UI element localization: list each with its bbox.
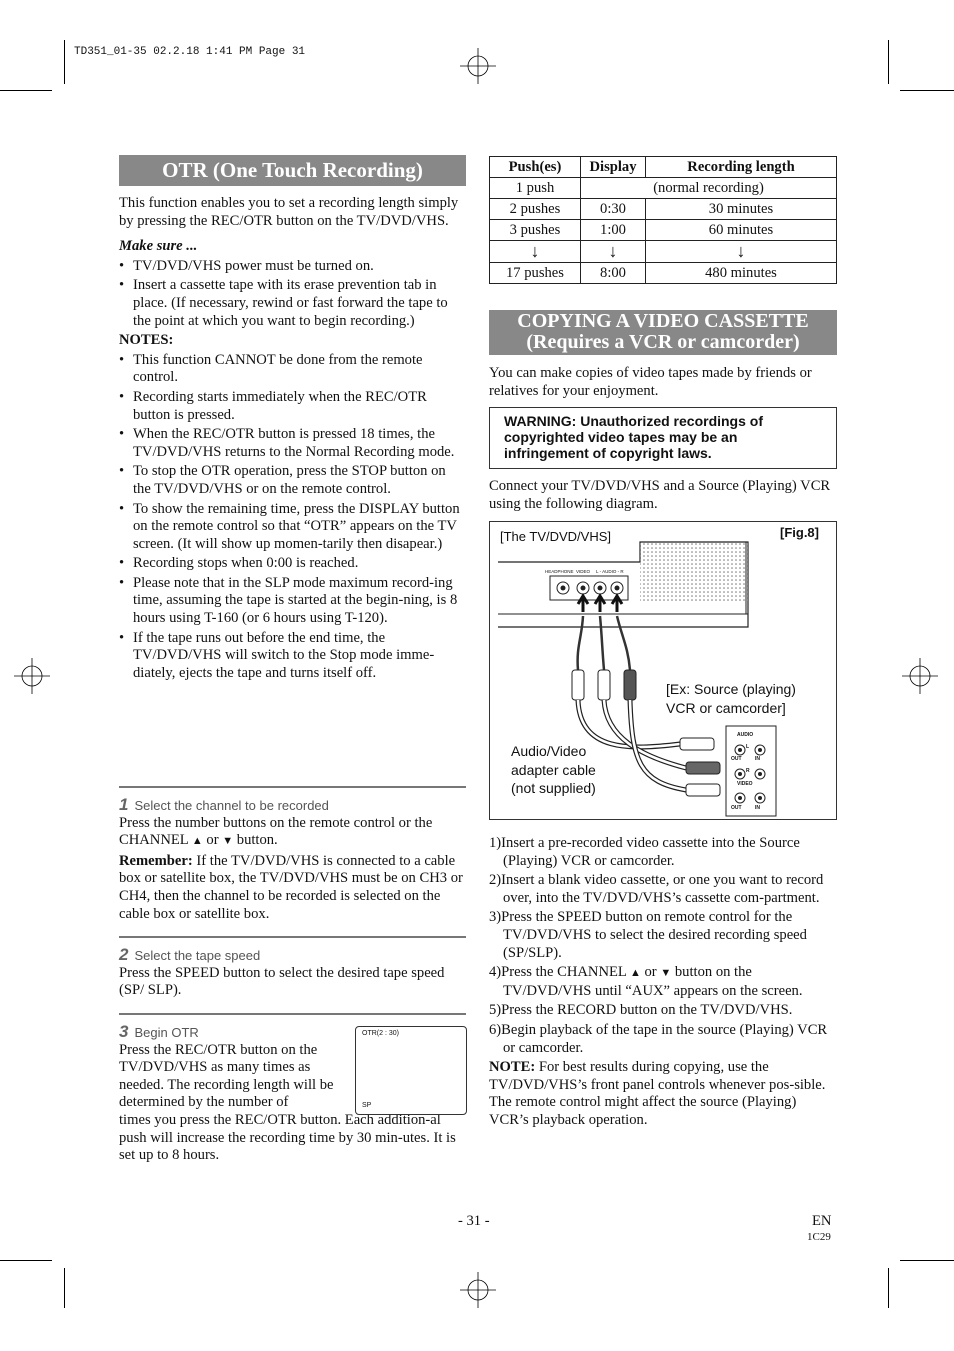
jack-label-in: IN	[755, 805, 760, 811]
registration-mark-right	[902, 658, 938, 694]
triangle-down-icon: ▼	[660, 967, 672, 980]
table-cell: 1 push	[490, 178, 581, 199]
table-row	[490, 178, 837, 199]
list-item: 1)Insert a pre-recorded video cassette into the Source (Playing) VCR or camcorder.	[489, 835, 800, 869]
note-item: • Recording stops when 0:00 is reached.	[119, 555, 466, 573]
list-item: 4)Press the CHANNEL ▲ or ▼ button on the TV/DVD/VHS until “AUX” appears on the screen.	[489, 964, 803, 999]
list-item: 6)Begin playback of the tape in the source (Playing) VCR or camcorder.	[489, 1021, 828, 1056]
step-2-text: Press the SPEED button to select the desired tape speed (SP/ SLP).	[119, 964, 445, 999]
table-cell: 17 pushes	[490, 263, 581, 284]
triangle-up-icon: ▲	[629, 967, 641, 980]
step-1-text: Press the number buttons on the remote control or the CHANNEL ▲ or ▼ button.	[119, 814, 433, 849]
language-code: EN	[812, 1213, 832, 1229]
connect-text: Connect your TV/DVD/VHS and a Source (Playing) VCR using the following diagram.	[489, 478, 831, 512]
table-cell: 0:30	[581, 199, 646, 220]
make-sure-item: • Insert a cassette tape with its erase prevention tab in place. (If necessary, rewind or fast forward the tape to the point at which you want to begin recording.)	[119, 277, 466, 330]
cable-label: Audio/Video adapter cable (not supplied)	[511, 743, 596, 796]
osd-top: OTR(2 : 30)	[362, 1030, 399, 1037]
note-item: • When the REC/OTR button is pressed 18 times, the TV/DVD/VHS returns to the Normal Recording mode.	[119, 426, 466, 461]
copy-title	[489, 310, 837, 355]
table-cell: 60 minutes	[646, 220, 837, 241]
arrow-down-icon: ↓	[490, 241, 581, 263]
print-slug: TD351_01-35 02.2.18 1:41 PM Page 31	[74, 46, 306, 58]
table-cell: 30 minutes	[646, 199, 837, 220]
fig-label: [Fig.8]	[780, 525, 819, 540]
table-cell: 480 minutes	[646, 263, 837, 284]
table-cell: 3 pushes	[490, 220, 581, 241]
panel-label-audio: L - AUDIO - R	[596, 569, 624, 574]
step-3-text-wide: times you press the REC/OTR button. Each addition-al push will increase the recording time by 30 min-utes. It is set up to 8 hours.	[119, 1111, 456, 1164]
table-cell: (normal recording)	[581, 178, 837, 199]
registration-mark-top	[460, 48, 496, 84]
step-2-heading: 2 Select the tape speed	[119, 936, 466, 965]
step-1-heading: 1 Select the channel to be recorded	[119, 786, 466, 815]
copy-title-line2: (Requires a VCR or camcorder)	[526, 331, 800, 353]
make-sure-item: • TV/DVD/VHS power must be turned on.	[119, 258, 466, 276]
note-item: • Recording starts immediately when the REC/OTR button is pressed.	[119, 389, 466, 424]
table-header-cell: Display	[581, 157, 646, 178]
make-sure-label: Make sure ...	[119, 238, 198, 255]
table-row	[490, 199, 837, 220]
otr-intro: This function enables you to set a recording length simply by pressing the REC/OTR button on the TV/DVD/VHS.	[119, 195, 459, 229]
otr-section	[119, 195, 466, 682]
table-row	[490, 263, 837, 284]
page-number: - 31 -	[458, 1213, 490, 1229]
connection-diagram	[489, 521, 837, 820]
step-2	[119, 936, 466, 1000]
source-label: [Ex: Source (playing) VCR or camcorder]	[666, 681, 796, 716]
panel-label-video: VIDEO	[576, 569, 591, 574]
jack-label-l: L	[746, 744, 750, 750]
step-1	[119, 786, 466, 923]
table-cell: 2 pushes	[490, 199, 581, 220]
otr-table	[489, 156, 837, 284]
jack-label-out: OUT	[731, 805, 742, 811]
note-item: • If the tape runs out before the end time, the TV/DVD/VHS will switch to the Stop mode imme-diately, ejects the tape and turns itself off.	[119, 630, 466, 683]
list-item: 5)Press the RECORD button on the TV/DVD/VHS.	[489, 1002, 793, 1019]
registration-mark-left	[14, 658, 50, 694]
copy-title-line1: COPYING A VIDEO CASSETTE	[517, 310, 809, 332]
triangle-up-icon: ▲	[191, 835, 203, 848]
copy-steps	[489, 833, 839, 1130]
table-cell: 1:00	[581, 220, 646, 241]
table-row	[490, 241, 837, 263]
document-code: 1C29	[807, 1231, 831, 1243]
note-item: • To stop the OTR operation, press the STOP button on the TV/DVD/VHS or on the remote control.	[119, 463, 466, 498]
copy-intro: You can make copies of video tapes made by friends or relatives for your enjoyment.	[489, 365, 812, 399]
step-3-text-narrow: Press the REC/OTR button on the TV/DVD/VHS as many times as needed. The recording length will be determined by the number of	[119, 1041, 334, 1111]
note-item: • Please note that in the SLP mode maximum record-ing time, assuming the tape is started at the begin-ning, is 8 hours using T-160 (or 6 hours using T-120).	[119, 575, 466, 628]
arrow-down-icon: ↓	[581, 241, 646, 263]
jack-label-out: OUT	[731, 756, 742, 762]
otr-title: OTR (One Touch Recording)	[119, 155, 466, 186]
tv-screen-osd	[355, 1026, 467, 1115]
step-3-heading: 3 Begin OTR	[119, 1013, 466, 1042]
table-header	[490, 157, 837, 178]
notes-label: NOTES:	[119, 332, 174, 349]
note-item: • This function CANNOT be done from the remote control.	[119, 352, 466, 387]
table-header-cell: Recording length	[646, 157, 837, 178]
tv-label: [The TV/DVD/VHS]	[500, 529, 612, 544]
registration-mark-bottom	[460, 1272, 496, 1308]
osd-bottom: SP	[362, 1102, 372, 1109]
jack-label-audio: AUDIO	[737, 732, 754, 738]
jack-label-r: R	[746, 768, 750, 774]
table-header-cell: Push(es)	[490, 157, 581, 178]
panel-label-headphone: HEADPHONE	[545, 569, 574, 574]
step-1-remember: Remember: If the TV/DVD/VHS is connected to a cable box or satellite box, the TV/DVD/VHS must be on CH3 or CH4, then the channel to be recorded is selected on the cable box or satellite box.	[119, 852, 463, 922]
jack-label-in: IN	[755, 756, 760, 762]
warning-box: WARNING: Unauthorized recordings of copyrighted video tapes may be an infringement of copyright laws.	[489, 407, 837, 469]
list-item: 2)Insert a blank video cassette, or one you want to record over, into the TV/DVD/VHS’s cassette com-partment.	[489, 872, 824, 906]
jack-label-video: VIDEO	[737, 781, 753, 787]
copy-note: NOTE: For best results during copying, use the TV/DVD/VHS’s front panel controls whenever pos-sible. The remote control might affect the source (Playing) VCR’s playback operation.	[489, 1059, 826, 1128]
table-row	[490, 220, 837, 241]
list-item: 3)Press the SPEED button on remote control for the TV/DVD/VHS to select the desired recording speed (SP/SLP).	[489, 909, 807, 961]
note-item: • To show the remaining time, press the DISPLAY button on the remote control so that “OTR” appears on the TV screen. (It will show up momen-tarily then disapear.)	[119, 501, 466, 554]
table-cell: 8:00	[581, 263, 646, 284]
triangle-down-icon: ▼	[222, 835, 234, 848]
arrow-down-icon: ↓	[646, 241, 837, 263]
